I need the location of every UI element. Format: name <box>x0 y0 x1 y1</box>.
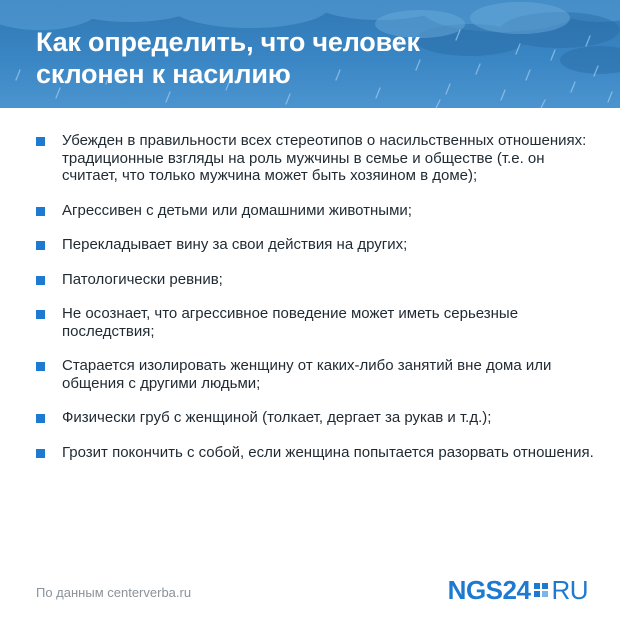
page-title: Как определить, что человек склонен к насилию <box>36 27 420 89</box>
list-item-text: Агрессивен с детьми или домашними животными; <box>62 201 412 219</box>
list-item-text: Грозит покончить с собой, если женщина попытается разорвать отношения. <box>62 443 594 461</box>
warning-signs-list <box>36 132 596 461</box>
list-item <box>36 132 596 185</box>
header-banner <box>0 0 620 108</box>
logo-ngs-text: NGS24 <box>447 575 531 605</box>
square-bullet-icon <box>36 414 45 423</box>
square-bullet-icon <box>36 137 45 146</box>
source-credit: По данным centerverba.ru <box>36 585 192 600</box>
list-item-text: Перекладывает вину за свои действия на других; <box>62 236 408 253</box>
list-item <box>36 305 596 340</box>
list-item-text: Убежден в правильности всех стереотипов о насильственных отношениях: традиционные взгляды на роль мужчины в семье и обществе (т.е. он считает, что только мужчина может быть хозяином в доме); <box>62 132 587 184</box>
square-bullet-icon <box>36 449 45 458</box>
square-bullet-icon <box>36 362 45 371</box>
list-item <box>36 444 596 462</box>
square-bullet-icon <box>36 241 45 250</box>
list-item-text: Патологически ревнив; <box>62 270 223 288</box>
list-item-text: Не осознает, что агрессивное поведение может иметь серьезные последствия; <box>62 305 519 340</box>
list-item-text: Физически груб с женщиной (толкает, дергает за рукав и т.д.); <box>62 409 492 426</box>
list-item <box>36 271 596 289</box>
ngs24-logo[interactable] <box>448 576 588 604</box>
square-bullet-icon <box>36 310 45 319</box>
list-item <box>36 409 596 427</box>
square-bullet-icon <box>36 207 45 216</box>
list-item <box>36 202 596 220</box>
logo-square-icon <box>534 583 548 597</box>
list-item <box>36 357 596 392</box>
square-bullet-icon <box>36 276 45 285</box>
list-item-text: Старается изолировать женщину от каких-либо занятий вне дома или общения с другими людьми; <box>62 357 552 392</box>
logo-ru-text: RU <box>551 575 588 605</box>
list-item <box>36 236 596 254</box>
